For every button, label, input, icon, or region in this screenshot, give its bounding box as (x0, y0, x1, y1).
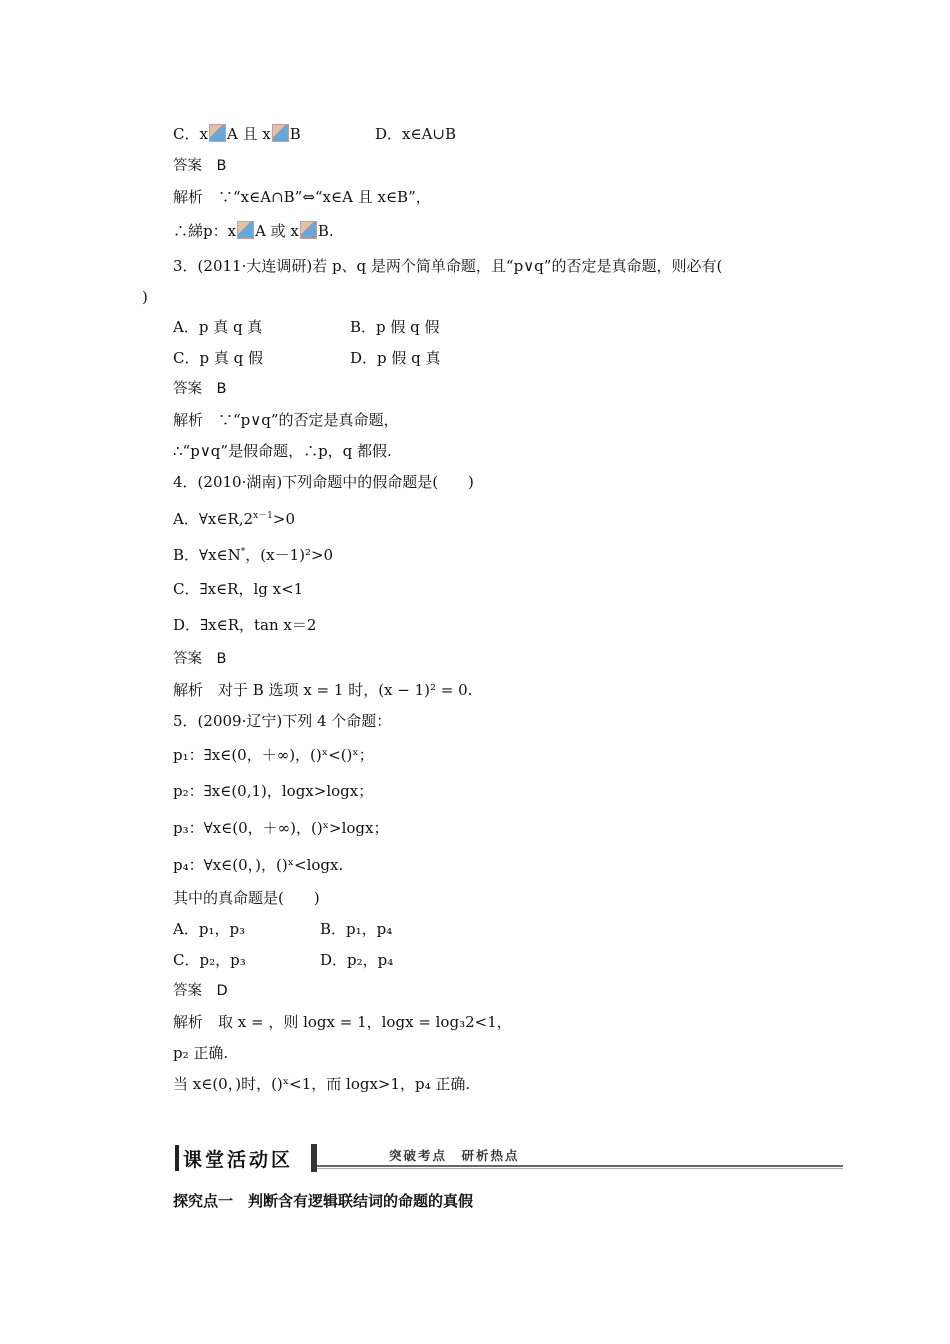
broken-image-icon (272, 124, 289, 142)
broken-image-icon (209, 124, 226, 142)
q5-option-c: C．p₂，p₃ (173, 951, 246, 969)
banner-rule-thin (317, 1168, 843, 1169)
q4-a-tail: >0 (272, 510, 295, 528)
banner-rule (317, 1165, 843, 1167)
q5-option-d: D．p₂，p₄ (320, 951, 394, 969)
q3-option-a: A．p 真 q 真 (173, 318, 263, 336)
q4-option-c: C．∃x∈R，lg x<1 (173, 580, 304, 598)
q3-analysis: 解析 ∵“p∨q”的否定是真命题， (173, 411, 399, 429)
q4-a-sup: x－1 (253, 511, 273, 521)
banner-title: 课堂活动区 (175, 1145, 321, 1171)
negation-frag: A 或 x (255, 222, 299, 240)
q3-conclusion: ∴“p∨q”是假命题，∴p，q 都假. (173, 442, 392, 460)
q5-analysis-2: p₂ 正确. (173, 1044, 229, 1062)
option-c-text: C．x (173, 125, 208, 143)
q4-analysis: 解析 对于 B 选项 x = 1 时，(x − 1)² = 0. (173, 681, 473, 699)
broken-image-icon (300, 221, 317, 239)
option-d-line: D．x∈A∪B (375, 125, 457, 143)
negation-line (173, 221, 334, 241)
negation-frag2: B. (317, 222, 334, 240)
q5-answer: 答案 D (173, 983, 228, 999)
question-3-paren: ) (142, 288, 148, 306)
q4-answer: 答案 B (173, 651, 227, 667)
q5-analysis-3: 当 x∈(0，)时，()ˣ<1，而 logx>1，p₄ 正确. (173, 1075, 471, 1093)
answer-line: 答案 B (173, 158, 227, 174)
broken-image-icon (237, 221, 254, 239)
q5-p3: p₃：∀x∈(0，＋∞)，()ˣ>logx； (173, 819, 389, 837)
question-5: 5．(2009·辽宁)下列 4 个命题： (173, 712, 392, 730)
q4-b-text: B．∀x∈N (173, 546, 241, 564)
q4-b-sup: * (240, 547, 246, 557)
section-heading: 探究点一 判断含有逻辑联结词的命题的真假 (173, 1192, 474, 1210)
option-c-line (173, 124, 301, 144)
q5-analysis: 解析 取 x = ，则 logx = 1，logx = log₃2<1， (173, 1013, 512, 1031)
q3-option-c: C．p 真 q 假 (173, 349, 263, 367)
option-c-frag2: B (289, 125, 301, 143)
q4-a-text: A．∀x∈R,2 (173, 510, 254, 528)
q3-option-b: B．p 假 q 假 (350, 318, 440, 336)
q3-option-d: D．p 假 q 真 (350, 349, 441, 367)
q4-option-a (173, 506, 295, 529)
q4-option-d: D．∃x∈R，tan x＝2 (173, 616, 317, 634)
q5-p4: p₄：∀x∈(0，)，()ˣ<logx. (173, 856, 344, 874)
q4-option-b (173, 542, 333, 565)
q5-p2: p₂：∃x∈(0,1)，logx>logx； (173, 782, 374, 800)
q5-option-a: A．p₁，p₃ (173, 920, 246, 938)
analysis-line: 解析 ∵“x∈A∩B”⇔“x∈A 且 x∈B”， (173, 188, 431, 206)
negation-text: ∴綈p：x (173, 222, 237, 240)
section-banner (175, 1141, 843, 1175)
q3-answer: 答案 B (173, 381, 227, 397)
option-c-frag: A 且 x (226, 125, 271, 143)
question-3: 3．(2011·大连调研)若 p、q 是两个简单命题，且“p∨q”的否定是真命题，则必有( (173, 257, 723, 275)
question-4: 4．(2010·湖南)下列命题中的假命题是( ) (173, 473, 474, 491)
q5-prompt: 其中的真命题是( ) (173, 889, 320, 907)
q5-option-b: B．p₁，p₄ (320, 920, 393, 938)
q4-b-tail: ，(x－1)²>0 (245, 546, 334, 564)
banner-subtitle: 突破考点 研析热点 (389, 1148, 520, 1163)
q5-p1: p₁：∃x∈(0，＋∞)，()ˣ<()ˣ； (173, 746, 374, 764)
